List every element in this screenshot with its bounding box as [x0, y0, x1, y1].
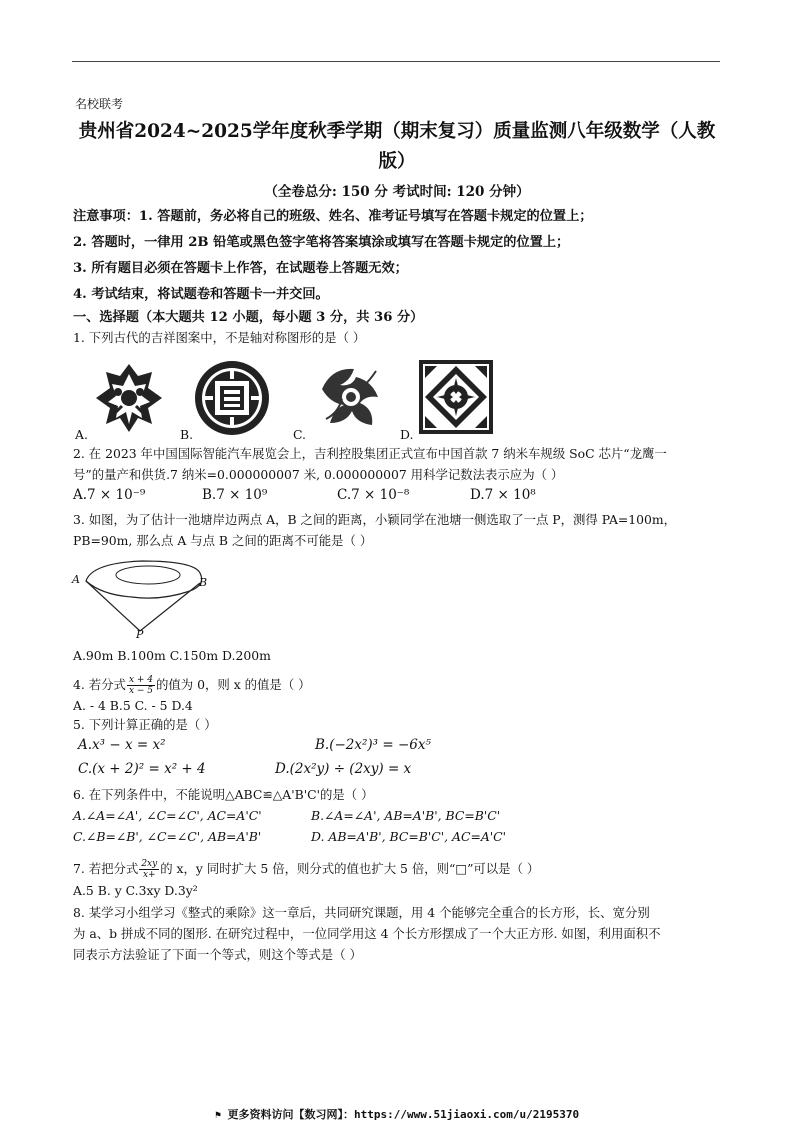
question-8-line-2: 为 a、b 拼成不同的图形. 在研究过程中，一位同学用这 4 个长方形摆成了一个大正方形. 如图，利用面积不: [73, 926, 661, 941]
fraction-denominator: x+: [142, 870, 156, 880]
question-7-fraction: [139, 859, 159, 880]
question-5-option-a: A.x³ − x = x²: [78, 737, 166, 753]
question-6: 6. 在下列条件中，不能说明△ABC≌△A'B'C'的是（ ）: [73, 787, 374, 802]
notice-3: 3. 所有题目必须在答题卡上作答，在试题卷上答题无效；: [73, 261, 408, 276]
question-4-options: A. - 4 B.5 C. - 5 D.4: [73, 698, 193, 713]
question-6-option-b: B.∠A=∠A', AB=A'B', BC=B'C': [311, 808, 501, 823]
question-2-line-2: 号”的量产和供货.7 纳米=0.000000007 米, 0.000000007 用科学记数法表示应为（ ）: [73, 467, 564, 482]
question-3-line-1: 3. 如图，为了估计一池塘岸边两点 A，B 之间的距离，小颖同学在池塘一侧选取了一点 P，测得 PA=100m，: [73, 512, 677, 527]
question-7-options: A.5 B. y C.3xy D.3y²: [73, 883, 198, 898]
question-3-options: A.90m B.100m C.150m D.200m: [73, 648, 271, 663]
question-5-option-c: C.(x + 2)² = x² + 4: [78, 761, 206, 777]
question-1: 1. 下列古代的吉祥图案中，不是轴对称图形的是（ ）: [73, 330, 366, 345]
pattern-d-image: [419, 360, 493, 434]
question-2-option-b: B.7 × 10⁹: [202, 487, 268, 503]
page-title: 贵州省2024~2025学年度秋季学期（期末复习）质量监测八年级数学（人教版）: [78, 121, 716, 172]
notice-2: 2. 答题时，一律用 2B 铅笔或黑色签字笔将答案填涂或填写在答题卡规定的位置上；: [73, 235, 570, 250]
top-rule: [72, 61, 720, 62]
question-7-pre: 7. 若把分式: [73, 861, 139, 876]
question-7-post: 的 x，y 同时扩大 5 倍，则分式的值也扩大 5 倍，则“□”可以是（ ）: [160, 861, 540, 876]
fraction-denominator: x − 5: [128, 686, 154, 696]
question-2-option-a: A.7 × 10⁻⁹: [73, 487, 146, 503]
notice-4: 4. 考试结束，将试题卷和答题卡一并交回。: [73, 287, 329, 302]
question-6-option-a: A.∠A=∠A', ∠C=∠C', AC=A'C': [73, 808, 262, 823]
question-2-line-1: 2. 在 2023 年中国国际智能汽车展览会上，吉利控股集团正式宣布中国首款 7 纳米车规级 SoC 芯片“龙鹰一: [73, 446, 667, 461]
figure-label-b: B: [199, 576, 208, 589]
question-6-option-c: C.∠B=∠B', ∠C=∠C', AB=A'B': [73, 829, 262, 844]
pattern-a-image: [88, 358, 170, 436]
question-4: [73, 674, 311, 696]
option-label-c: C.: [293, 427, 306, 442]
fraction-numerator: x + 4: [128, 675, 154, 685]
option-label-b: B.: [180, 427, 194, 442]
question-6-option-d: D. AB=A'B', BC=B'C', AC=A'C': [311, 829, 507, 844]
question-3-line-2: PB=90m, 那么点 A 与点 B 之间的距离不可能是（ ）: [73, 533, 373, 548]
flag-icon: ⚑: [214, 1110, 221, 1121]
footer-link[interactable]: [0, 1106, 794, 1122]
question-2-option-d: D.7 × 10⁸: [470, 487, 536, 503]
pattern-c-image: [312, 359, 390, 437]
question-8-line-3: 同表示方法验证了下面一个等式，则这个等式是（ ）: [73, 947, 362, 962]
question-2-option-c: C.7 × 10⁻⁸: [337, 487, 410, 503]
exam-info: （全卷总分: 150 分 考试时间: 120 分钟）: [264, 184, 530, 200]
notice-1: 注意事项：1. 答题前，务必将自己的班级、姓名、准考证号填写在答题卡规定的位置上；: [73, 209, 593, 224]
question-5-option-d: D.(2x²y) ÷ (2xy) = x: [275, 761, 412, 777]
footer-text: 更多资料访问【数习网】：https://www.51jiaoxi.com/u/2195370: [227, 1108, 580, 1121]
question-7: [73, 858, 539, 880]
figure-label-a: A: [72, 573, 80, 586]
option-label-d: D.: [400, 427, 414, 442]
fraction-numerator: 2xy: [141, 859, 158, 869]
question-5: 5. 下列计算正确的是（ ）: [73, 717, 217, 732]
question-4-fraction: [127, 675, 155, 696]
section-choice-heading: 一、选择题（本大题共 12 小题，每小题 3 分，共 36 分）: [73, 310, 424, 325]
question-4-post: 的值为 0，则 x 的值是（ ）: [156, 677, 311, 692]
pattern-b-image: [193, 359, 271, 437]
question-5-option-b: B.(−2x²)³ = −6x⁵: [315, 737, 431, 753]
question-4-pre: 4. 若分式: [73, 677, 126, 692]
figure-label-p: P: [136, 628, 144, 641]
option-label-a: A.: [75, 427, 88, 442]
question-8-line-1: 8. 某学习小组学习《整式的乘除》这一章后，共同研究课题，用 4 个能够完全重合的长方形，长、宽分别: [73, 905, 650, 920]
header-tag: 名校联考: [75, 97, 124, 111]
